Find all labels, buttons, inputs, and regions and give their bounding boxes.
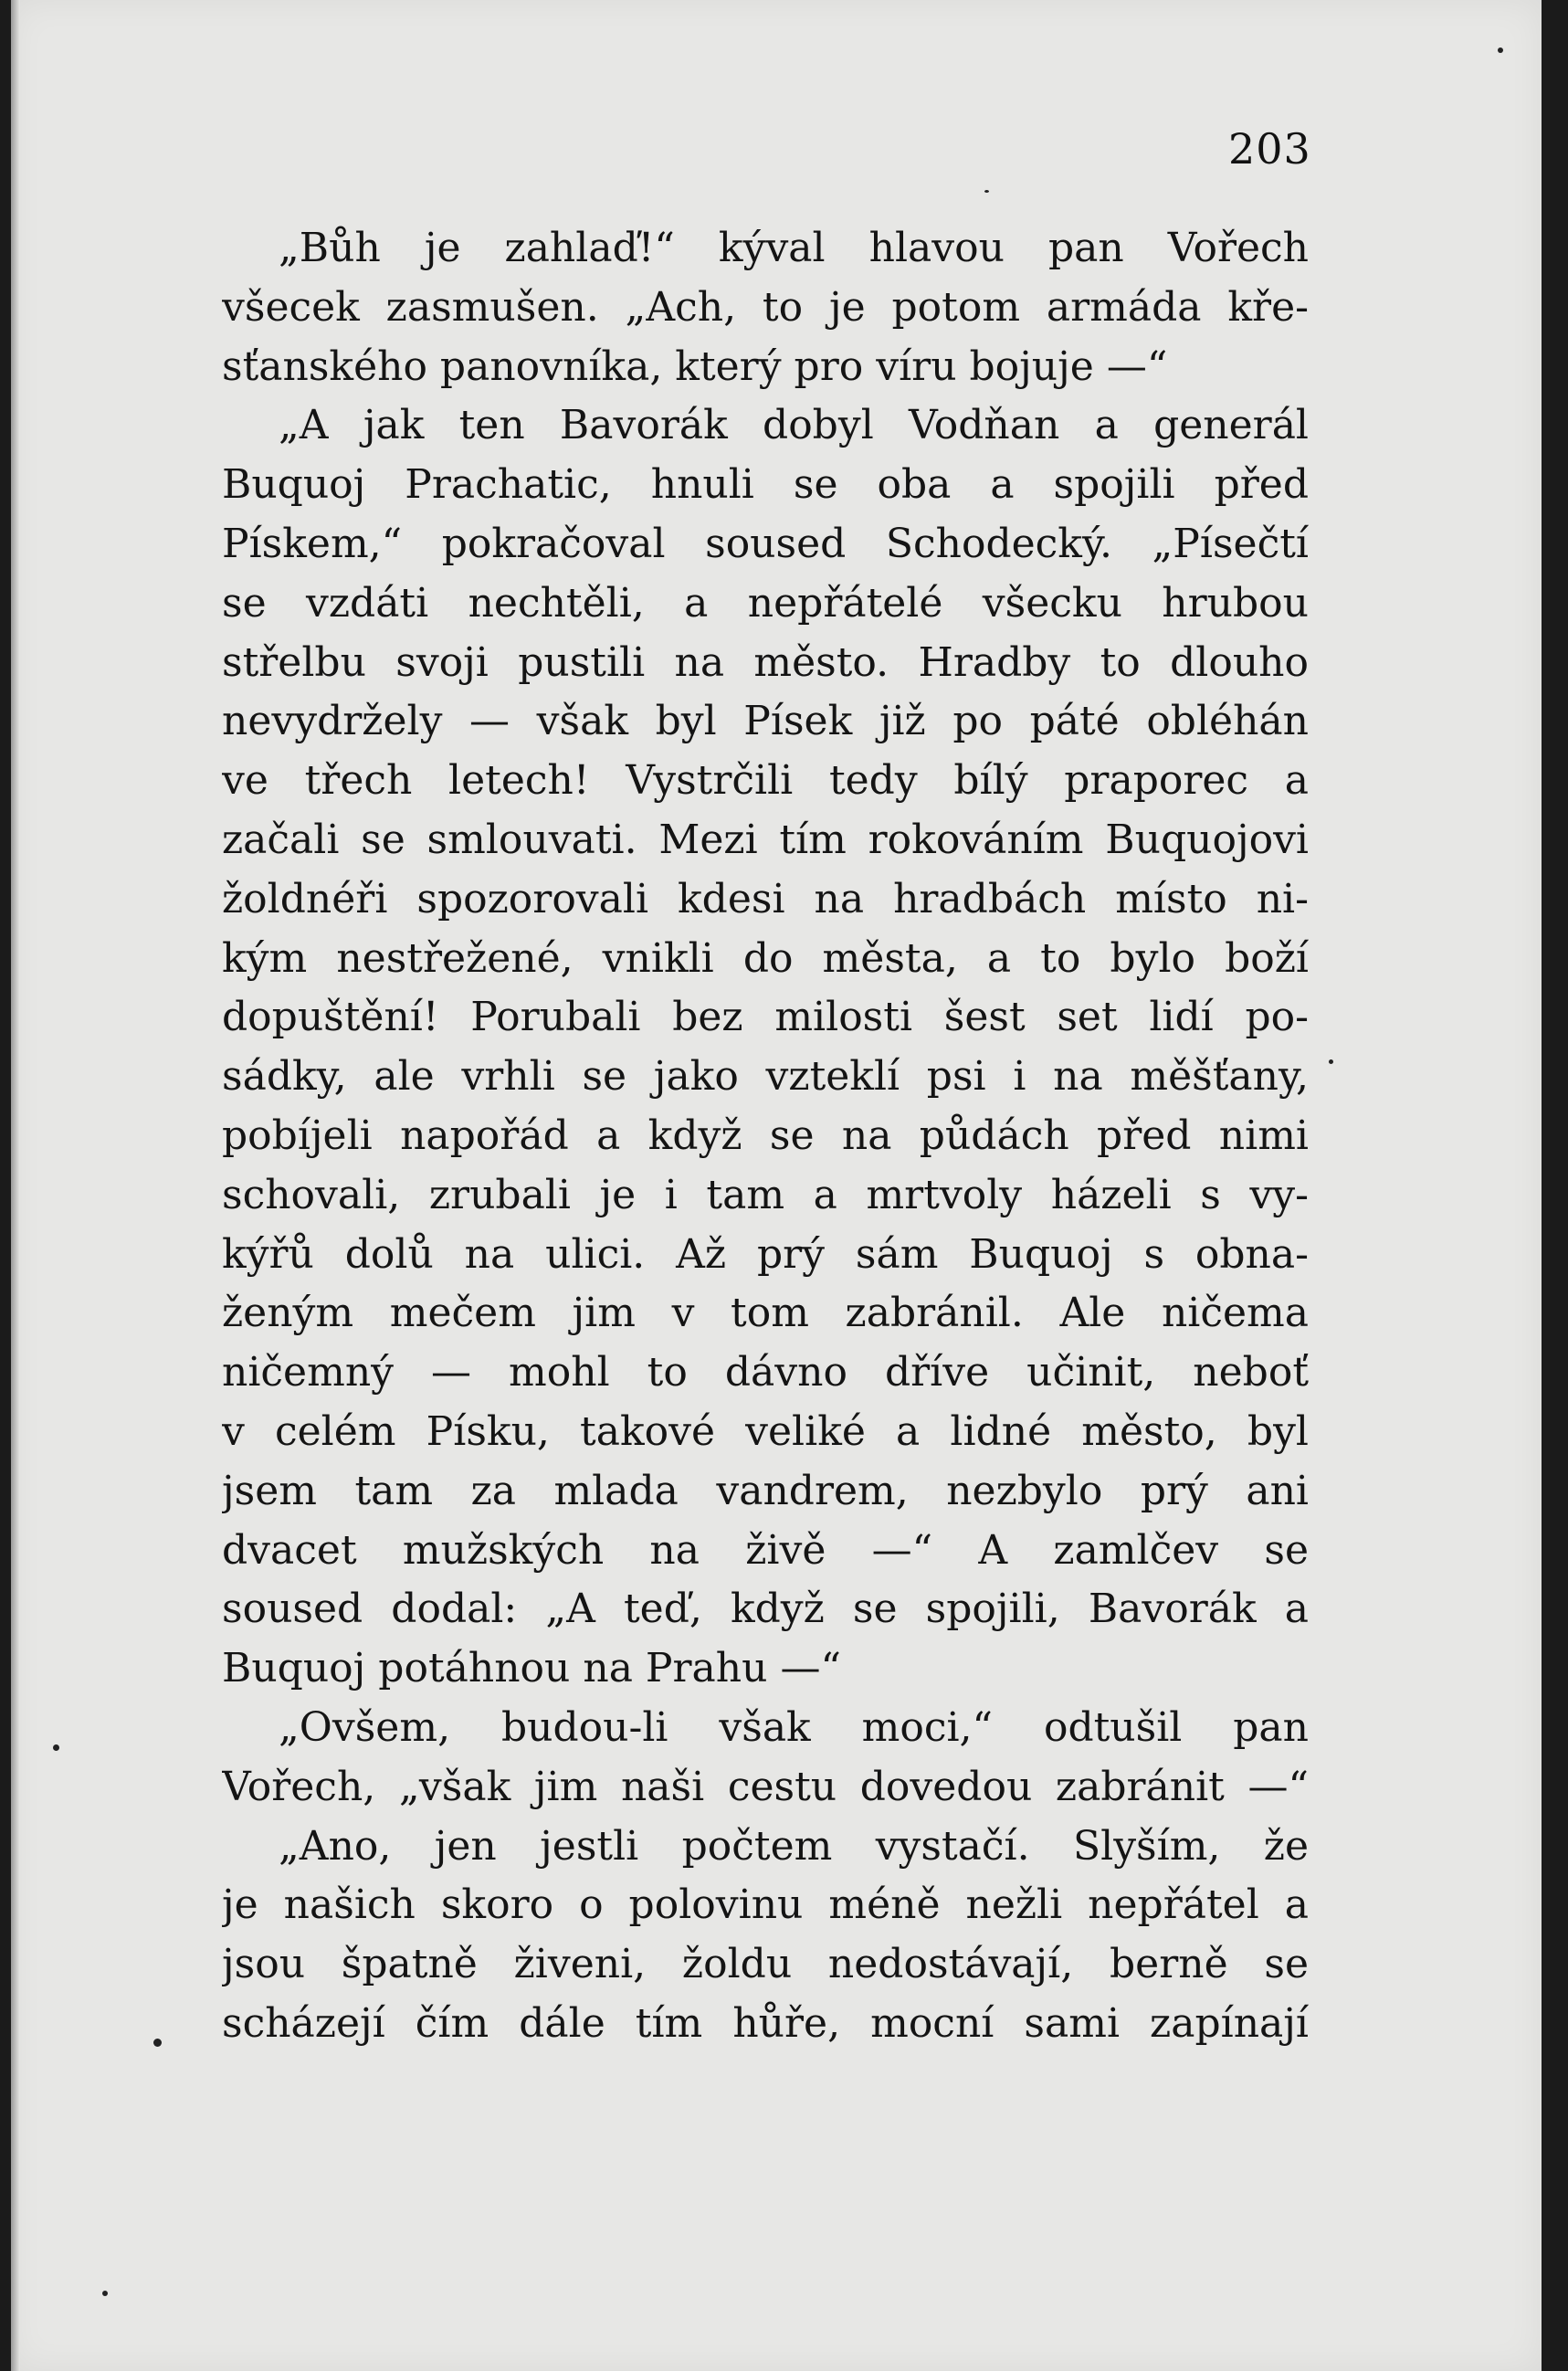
text-line: sťanského panovníka, který pro víru bojuje —“ <box>222 342 1168 390</box>
text-line: Buquoj potáhnou na Prahu —“ <box>222 1645 841 1692</box>
scan-speck <box>1329 1059 1333 1064</box>
text-line: je našich skoro o polovinu méně nežli nepřátel a <box>222 1881 1309 1929</box>
text-line: schovali, zrubali je i tam a mrtvoly házeli s vy- <box>222 1171 1309 1218</box>
text-line: kýřů dolů na ulici. Až prý sám Buquoj s obna- <box>222 1230 1309 1278</box>
text-line: sádky, ale vrhli se jako vzteklí psi i na měšťany, <box>222 1053 1309 1101</box>
text-line: scházejí čím dále tím hůře, mocní sami zapínají <box>222 1999 1309 2047</box>
text-line: ve třech letech! Vystrčili tedy bílý praporec a <box>222 757 1309 805</box>
text-line: začali se smlouvati. Mezi tím rokováním Buquojovi <box>222 816 1309 863</box>
scan-speck <box>1498 47 1503 53</box>
text-line: „Bůh je zahlaď!“ kýval hlavou pan Vořech <box>279 225 1309 271</box>
text-line: „Ano, jen jestli počtem vystačí. Slyším, že <box>279 1822 1309 1870</box>
text-line: kým nestřežené, vnikli do města, a to bylo boží <box>222 934 1309 982</box>
page-gutter-shadow <box>11 0 20 2371</box>
text-line: „Ovšem, budou-li však moci,“ odtušil pan <box>279 1703 1309 1751</box>
scan-speck <box>53 1744 59 1751</box>
text-line: jsou špatně živeni, žoldu nedostávají, berně se <box>222 1941 1309 1988</box>
text-line: jsem tam za mlada vandrem, nezbylo prý ani <box>222 1467 1309 1514</box>
text-line: dvacet mužských na živě —“ A zamlčev se <box>222 1526 1309 1574</box>
text-line: se vzdáti nechtěli, a nepřátelé všecku hrubou <box>222 579 1309 627</box>
text-line: ženým mečem jim v tom zabránil. Ale ničema <box>222 1290 1309 1337</box>
body-text <box>222 219 1309 2054</box>
text-line: dopuštění! Porubali bez milosti šest set lidí po- <box>222 994 1309 1041</box>
text-line: Pískem,“ pokračoval soused Schodecký. „Písečtí <box>222 520 1309 567</box>
text-line: Buquoj Prachatic, hnuli se oba a spojili před <box>222 461 1309 509</box>
scan-speck <box>984 190 989 193</box>
text-line: soused dodal: „A teď, když se spojili, Bavorák a <box>222 1586 1309 1633</box>
text-line: Vořech, „však jim naši cestu dovedou zabránit —“ <box>222 1763 1309 1810</box>
text-line: pobíjeli napořád a když se na půdách před nimi <box>222 1112 1309 1159</box>
text-line: „A jak ten Bavorák dobyl Vodňan a generál <box>279 402 1309 449</box>
scan-speck <box>102 2291 108 2296</box>
text-line: v celém Písku, takové veliké a lidné město, byl <box>222 1407 1309 1455</box>
text-line: střelbu svoji pustili na město. Hradby to dlouho <box>222 638 1309 686</box>
text-line: ničemný — mohl to dávno dříve učinit, neboť <box>222 1349 1309 1396</box>
text-line: všecek zasmušen. „Ach, to je potom armáda kře- <box>222 283 1309 331</box>
text-line: žoldnéři spozorovali kdesi na hradbách místo ni- <box>222 875 1309 922</box>
scan-speck <box>153 2039 162 2047</box>
text-line: nevydržely — však byl Písek již po páté obléhán <box>222 698 1309 745</box>
page-number: 203 <box>1228 124 1311 174</box>
